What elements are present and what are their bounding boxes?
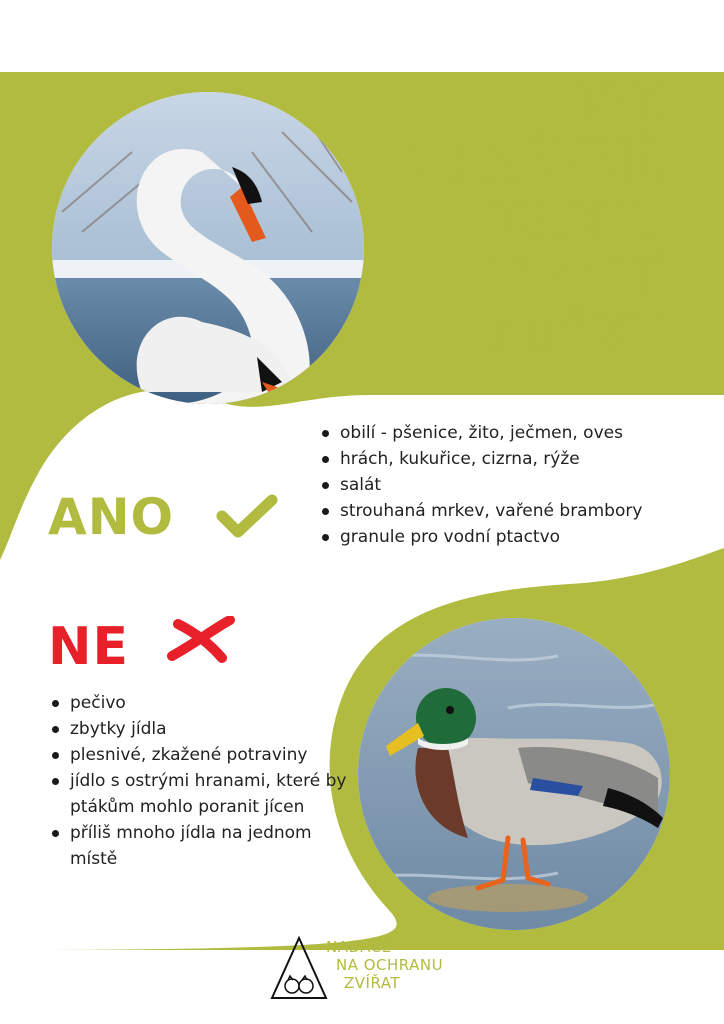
yes-heading: ANO (48, 488, 175, 546)
title-line: SPRÁVNĚ (408, 135, 666, 191)
no-heading: NE (48, 617, 130, 677)
duck-photo (358, 618, 670, 930)
yes-list (318, 420, 718, 550)
swan-photo (52, 92, 364, 404)
list-item: plesnivé, zkažené potraviny (48, 742, 358, 768)
list-item: hrách, kukuřice, cizrna, rýže (318, 446, 718, 472)
check-icon (216, 492, 278, 540)
foundation-logo-icon (268, 934, 330, 1004)
page-title (408, 78, 666, 363)
list-item: pečivo (48, 690, 358, 716)
no-list (48, 690, 358, 872)
title-line: PTÁKY (487, 306, 666, 362)
list-item: obilí - pšenice, žito, ječmen, oves (318, 420, 718, 446)
title-line: JAK (570, 78, 666, 134)
logo-line: NA OCHRANU (336, 956, 444, 974)
title-line: VODNÍ (486, 249, 666, 305)
logo-line: ZVÍŘAT (344, 974, 401, 992)
list-item: příliš mnoho jídla na jednom místě (48, 820, 358, 872)
list-item: granule pro vodní ptactvo (318, 524, 718, 550)
foundation-logo-text (326, 938, 443, 992)
list-item: salát (318, 472, 718, 498)
list-item: jídlo s ostrými hranami, které by ptákům mohlo poranit jícen (48, 768, 358, 820)
cross-icon (164, 616, 236, 664)
title-line: KRMIT (488, 192, 666, 248)
logo-line: NADACE (326, 938, 392, 956)
list-item: zbytky jídla (48, 716, 358, 742)
list-item: strouhaná mrkev, vařené brambory (318, 498, 718, 524)
